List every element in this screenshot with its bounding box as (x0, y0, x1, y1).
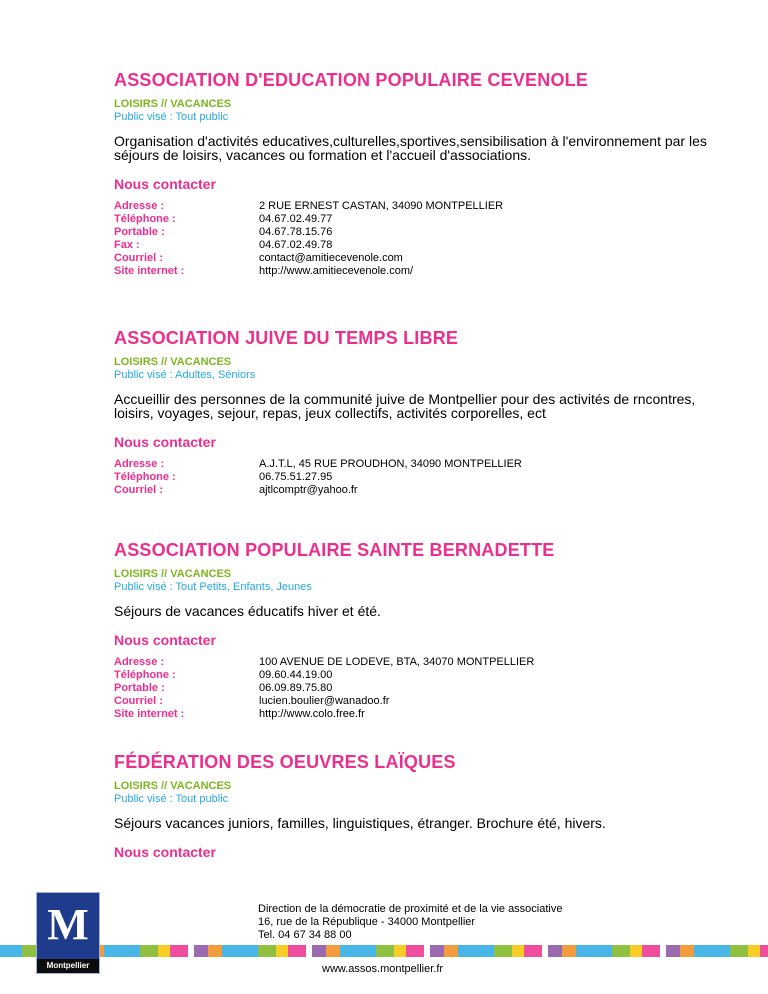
contact-address: A.J.T.L, 45 RUE PROUDHON, 34090 MONTPELLIER (259, 458, 522, 470)
contact-heading: Nous contacter (114, 176, 216, 192)
contact-label: Courriel : (114, 484, 163, 496)
contact-label: Téléphone : (114, 471, 176, 483)
contact-website-link[interactable]: http://www.colo.free.fr (259, 708, 365, 720)
contact-label: Site internet : (114, 265, 185, 277)
contact-mobile: 04.67.78.15.76 (259, 226, 333, 238)
association-entry (114, 70, 714, 278)
contact-label: Fax : (114, 239, 140, 251)
association-description: Accueillir des personnes de la communité juive de Montpellier pour des activités de rncontres, loisirs, voyages, sejour, repas, jeux collectifs, activités corporelles, ect (114, 391, 696, 421)
footer-color-stripe (0, 945, 768, 957)
contact-label: Adresse : (114, 458, 165, 470)
contact-phone: 06.75.51.27.95 (259, 471, 333, 483)
footer-address-line: Tel. 04 67 34 88 00 (258, 929, 352, 941)
association-description: Séjours de vacances éducatifs hiver et été. (114, 603, 381, 619)
footer-address (258, 903, 562, 942)
association-public: Public visé : Tout public (114, 111, 229, 123)
contact-label: Courriel : (114, 695, 163, 707)
contact-mobile: 06.09.89.75.80 (259, 682, 333, 694)
association-entry (114, 752, 606, 868)
contact-label: Portable : (114, 226, 165, 238)
contact-label: Portable : (114, 682, 165, 694)
association-description: Organisation d'activités educatives,culturelles,sportives,sensibilisation à l'environnement par les séjours de loisirs, vacances ou formation et l'accueil d'associations. (114, 133, 707, 163)
association-title: FÉDÉRATION DES OEUVRES LAÏQUES (114, 752, 456, 772)
contact-email-link[interactable]: ajtlcomptr@yahoo.fr (259, 484, 358, 496)
contact-table (114, 458, 714, 497)
contact-address: 100 AVENUE DE LODEVE, BTA, 34070 MONTPELLIER (259, 656, 535, 668)
contact-label: Courriel : (114, 252, 163, 264)
logo-name: Montpellier (37, 959, 99, 973)
contact-table (114, 200, 714, 278)
association-entry (114, 540, 555, 721)
contact-phone: 09.60.44.19.00 (259, 669, 333, 681)
contact-website-link[interactable]: http://www.amitiecevenole.com/ (259, 265, 414, 277)
association-category: LOISIRS // VACANCES (114, 780, 232, 792)
montpellier-logo (37, 893, 99, 973)
contact-label: Adresse : (114, 656, 165, 668)
association-description: Séjours vacances juniors, familles, linguistiques, étranger. Brochure été, hivers. (114, 815, 606, 831)
association-public: Public visé : Adultes, Séniors (114, 369, 256, 381)
contact-label: Téléphone : (114, 213, 176, 225)
association-category: LOISIRS // VACANCES (114, 356, 232, 368)
association-title: ASSOCIATION POPULAIRE SAINTE BERNADETTE (114, 540, 555, 560)
association-public: Public visé : Tout public (114, 793, 229, 805)
contact-table (114, 656, 555, 721)
contact-label: Adresse : (114, 200, 165, 212)
association-title: ASSOCIATION JUIVE DU TEMPS LIBRE (114, 328, 459, 348)
footer-address-line: Direction de la démocratie de proximité et de la vie associative (258, 903, 563, 915)
contact-address: 2 RUE ERNEST CASTAN, 34090 MONTPELLIER (259, 200, 504, 212)
contact-heading: Nous contacter (114, 844, 216, 860)
contact-heading: Nous contacter (114, 632, 216, 648)
contact-heading: Nous contacter (114, 434, 216, 450)
association-public: Public visé : Tout Petits, Enfants, Jeunes (114, 581, 312, 593)
contact-phone: 04.67.02.49.77 (259, 213, 333, 225)
contact-label: Téléphone : (114, 669, 176, 681)
logo-letter: M (47, 900, 89, 949)
footer-address-line: 16, rue de la République - 34000 Montpellier (258, 916, 476, 928)
association-entry (114, 328, 714, 497)
association-title: ASSOCIATION D'EDUCATION POPULAIRE CEVENOLE (114, 70, 589, 90)
contact-label: Site internet : (114, 708, 185, 720)
contact-email-link[interactable]: lucien.boulier@wanadoo.fr (259, 695, 390, 707)
contact-fax: 04.67.02.49.78 (259, 239, 333, 251)
association-category: LOISIRS // VACANCES (114, 568, 232, 580)
contact-email-link[interactable]: contact@amitiecevenole.com (259, 252, 403, 264)
association-category: LOISIRS // VACANCES (114, 98, 232, 110)
footer-website-link[interactable]: www.assos.montpellier.fr (322, 963, 444, 975)
